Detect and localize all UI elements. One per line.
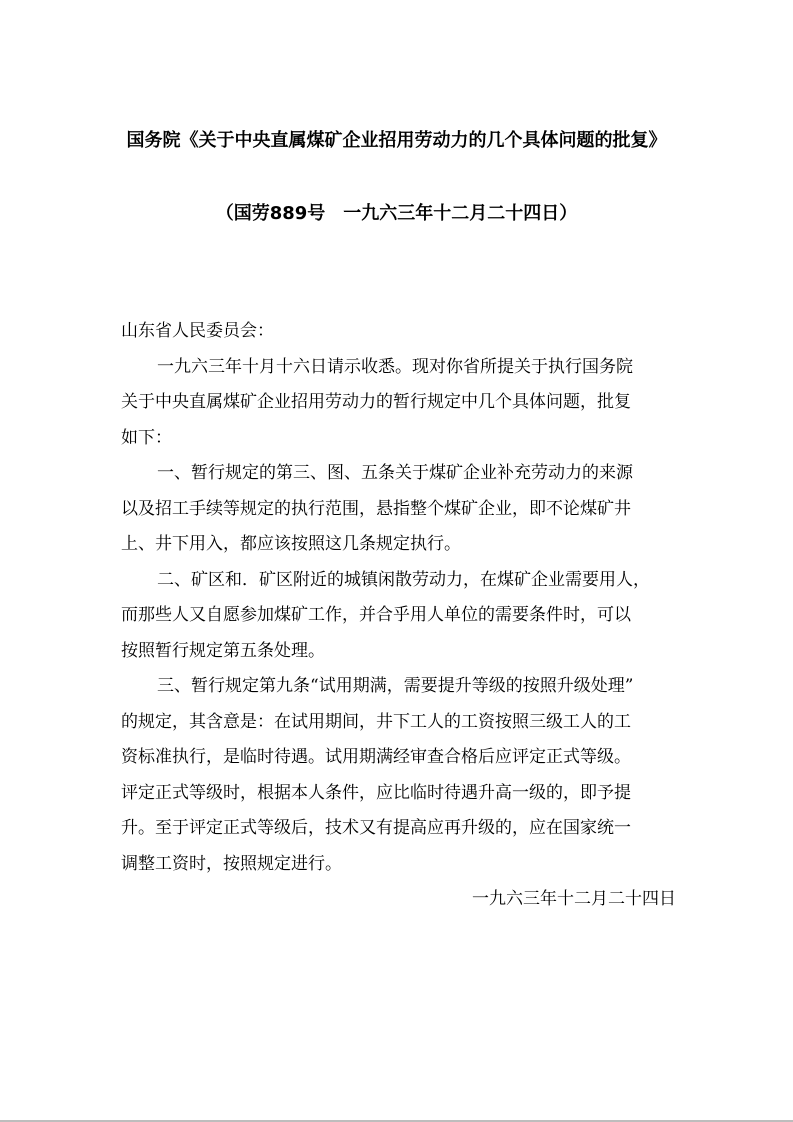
salutation-line: 山东省人民委员会： bbox=[121, 321, 274, 341]
paragraph-3 bbox=[121, 563, 676, 670]
paragraph-4 bbox=[121, 669, 676, 882]
paragraph-line: 评定正式等级时，根据本人条件，应比临时待遇升高一级的，即予提 bbox=[121, 782, 631, 803]
paragraph-line: 调整工资时，按照规定进行。 bbox=[121, 853, 342, 874]
sign-date: 一九六三年十二月二十四日 bbox=[472, 889, 676, 909]
document-subtitle: （国劳889号 一九六三年十二月二十四日） bbox=[215, 203, 578, 224]
paragraph-line: 三、暂行规定第九条“试用期满，需要提升等级的按照升级处理” bbox=[157, 676, 634, 696]
paragraph-line: 按照暂行规定第五条处理。 bbox=[121, 640, 325, 661]
paragraph-line: 资标准执行，是临时待遇。试用期满经审查合格后应评定正式等级。 bbox=[121, 747, 631, 767]
paragraph-1 bbox=[121, 350, 676, 457]
paragraph-line: 上、井下用入，都应该按照这几条规定执行。 bbox=[121, 534, 461, 554]
paragraph-line: 一、暂行规定的第三、图、五条关于煤矿企业补充劳动力的来源 bbox=[157, 463, 633, 483]
paragraph-line: 一九六三年十月十六日请示收悉。现对你省所提关于执行国务院 bbox=[157, 356, 633, 377]
paragraph-line: 而那些人又自愿参加煤矿工作，并合乎用人单位的需要条件时，可以 bbox=[121, 605, 631, 625]
paragraph-line: 升。至于评定正式等级后，技术又有提高应再升级的，应在国家统一 bbox=[121, 818, 631, 838]
paragraph-line: 关于中央直属煤矿企业招用劳动力的暂行规定中几个具体问题，批复 bbox=[121, 392, 631, 412]
salutation bbox=[121, 314, 676, 350]
document-body bbox=[121, 314, 676, 918]
paragraph-line: 以及招工手续等规定的执行范围，悬指整个煤矿企业，即不论煤矿井 bbox=[121, 498, 631, 519]
paragraph-2 bbox=[121, 456, 676, 563]
paragraph-line: 二、矿区和．矿区附近的城镇闲散劳动力，在煤矿企业需要用人， bbox=[157, 569, 650, 590]
paragraph-line: 的规定，其含意是：在试用期间，井下工人的工资按照三级工人的工 bbox=[121, 711, 631, 732]
paragraph-line: 如下： bbox=[121, 427, 172, 448]
document-title: 国务院《关于中央直属煤矿企业招用劳动力的几个具体问题的批复》 bbox=[126, 130, 667, 151]
